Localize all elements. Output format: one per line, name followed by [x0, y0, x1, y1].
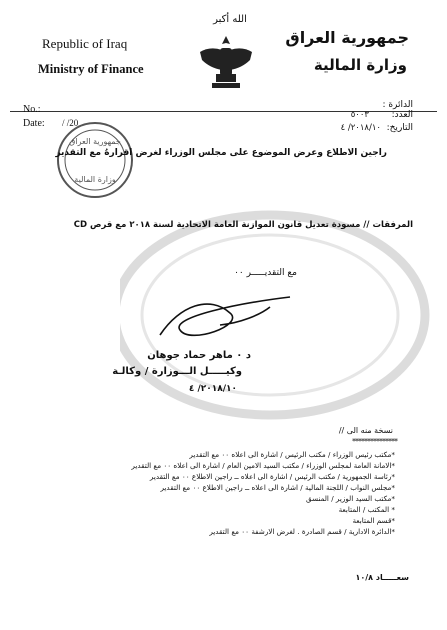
ar-number-value: ٥٠٠٣	[350, 110, 369, 120]
copy-item: *مكتب رئيس الوزراء / مكتب الرئيس / اشارة الى اعلاه ٠٠ مع التقدير	[189, 450, 395, 459]
header-divider	[10, 111, 437, 112]
eagle-emblem-icon	[196, 30, 256, 94]
svg-text:جمهورية العراق: جمهورية العراق	[69, 137, 121, 146]
copy-item: *الدائرة الادارية / قسم الصادرة . لغرض الارشفة ٠٠ مع التقدير	[209, 527, 395, 536]
signatory-name: د ٠ ماهر حماد جوهان	[147, 350, 251, 361]
date-value: / /20	[62, 118, 79, 128]
letterhead-en-ministry: Ministry of Finance	[38, 62, 144, 76]
copy-item: *رئاسة الجمهورية / مكتب الرئيس / اشارة الى اعلاه ــ راجين الاطلاع ٠٠ مع التقدير	[149, 472, 395, 481]
svg-text:وزارة المالية: وزارة المالية	[74, 175, 116, 184]
department-label: الدائرة :	[382, 100, 413, 110]
copy-item: *مجلس النواب / اللجنة المالية / اشارة الى اعلاه ــ راجين الاطلاع ٠٠ مع التقدير	[160, 483, 395, 492]
date-label: Date:	[23, 118, 45, 129]
copy-item: * المكتب / المتابعة	[338, 505, 395, 514]
typist-code: سعـــــاد ١٠/٨	[355, 573, 409, 582]
signature-date: ٢٠١٨/١٠/ ٤	[188, 384, 237, 394]
number-label: No.:	[23, 104, 41, 115]
signatory-title: وكيـــــل الـــوزارة / وكالـة	[112, 366, 242, 377]
letterhead-ar-ministry: وزارة المالية	[313, 56, 407, 74]
handwritten-signature	[150, 285, 300, 355]
emblem-caption: الله أكبر	[213, 14, 247, 25]
ministry-stamp	[55, 120, 135, 200]
copy-item: *مكتب السيد الوزير / المنسق	[306, 494, 395, 503]
attachments-line: المرفقات // مسودة تعديل قانون الموازنة العامة الاتحادية لسنة ٢٠١٨ مع قرص CD	[73, 220, 413, 230]
ar-number-label: العدد:	[391, 110, 413, 120]
letterhead-en-country: Republic of Iraq	[42, 36, 128, 51]
ar-date-label: التاريخ:	[386, 123, 413, 133]
copy-item: *الامانة العامة لمجلس الوزراء / مكتب السيد الامين العام / اشارة الى اعلاه ٠٠ مع التقدير	[131, 461, 395, 470]
copies-stars: ***************	[352, 437, 397, 446]
ar-date-value: ٢٠١٨/١٠/ ٤	[340, 123, 381, 133]
copy-item: *قسم المتابعة	[352, 516, 395, 525]
regards-line: مع التقديـــــر ٠٠	[234, 268, 297, 278]
subject-line: راجين الاطلاع وعرض الموضوع على مجلس الوزراء لغرض اقرارهُ مع التقدير	[55, 148, 387, 158]
letterhead-ar-country: جمهورية العراق	[285, 28, 409, 47]
copies-heading: نسخة منه الى //	[338, 426, 393, 435]
